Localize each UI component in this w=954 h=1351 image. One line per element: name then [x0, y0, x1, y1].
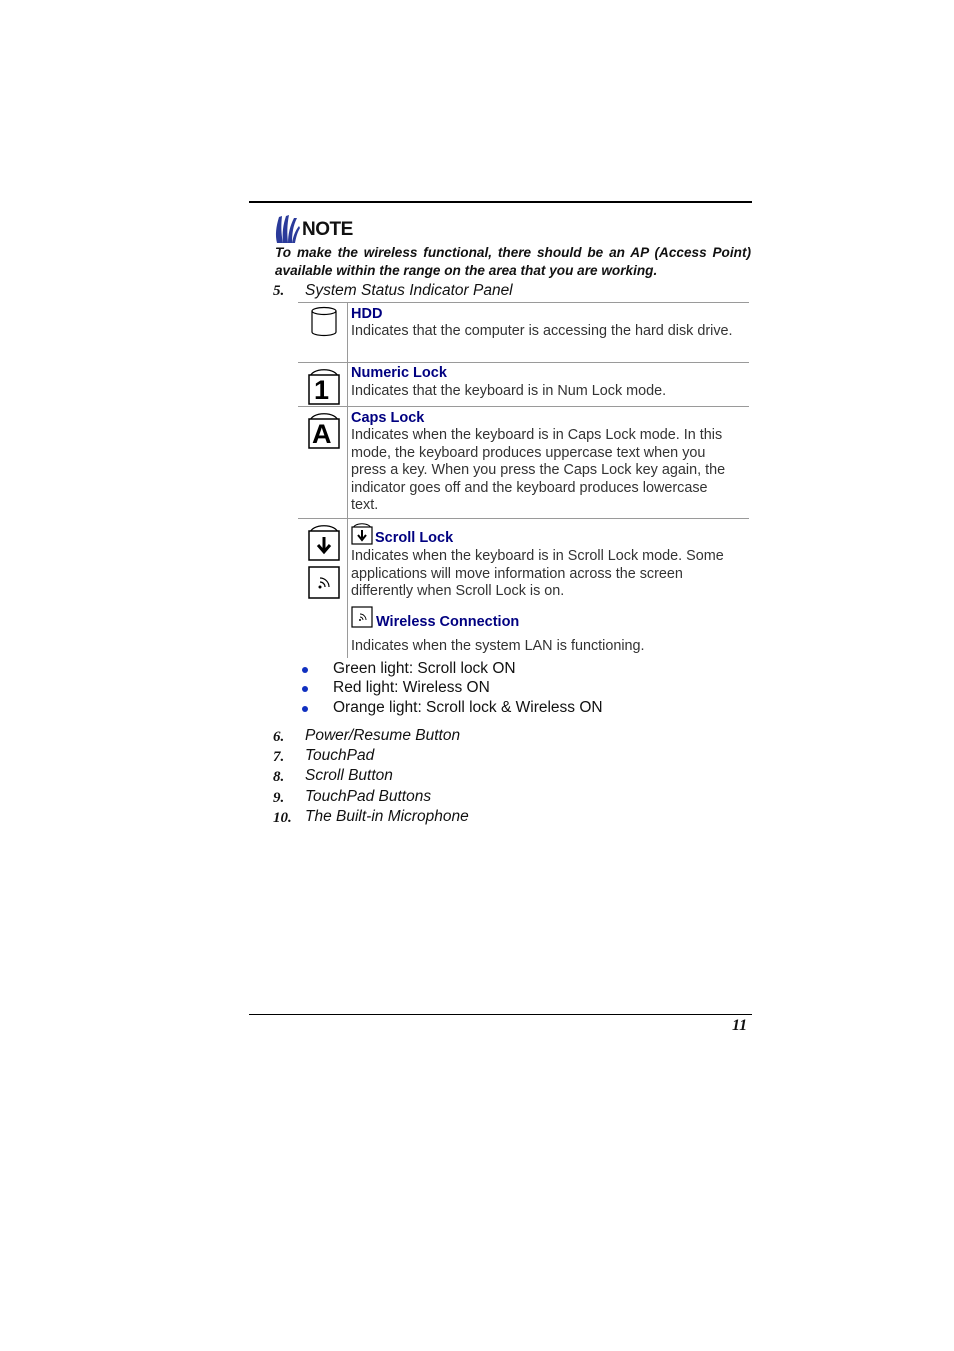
- item-number: 6.: [273, 729, 285, 745]
- item-text: TouchPad Buttons: [305, 788, 432, 805]
- note-text: To make the wireless functional, there should be an AP (Access Point) available within the range on the area that you are working.: [275, 245, 751, 278]
- numlock-title: Numeric Lock: [351, 365, 447, 381]
- item-number: 8.: [273, 769, 285, 785]
- numlock-desc: Indicates that the keyboard is in Num Lock mode.: [351, 383, 667, 399]
- scrolllock-small-icon: [351, 521, 373, 550]
- numlock-icon-glyph: 1: [314, 375, 330, 405]
- item-text: Scroll Button: [305, 767, 393, 784]
- item-text: Power/Resume Button: [305, 727, 461, 744]
- table-line: [298, 362, 749, 363]
- bullet-icon: [302, 667, 308, 673]
- table-divider: [347, 302, 348, 658]
- bottom-rule: [249, 1014, 752, 1015]
- page-number: 11: [732, 1017, 748, 1034]
- item-number: 5.: [273, 283, 285, 299]
- item-number: 10.: [273, 810, 292, 826]
- item-number: 7.: [273, 749, 285, 765]
- item-text: The Built-in Microphone: [305, 808, 469, 825]
- item-number: 9.: [273, 790, 285, 806]
- table-line: [298, 518, 749, 519]
- hdd-title: HDD: [351, 306, 383, 322]
- wireless-desc: Indicates when the system LAN is functioning.: [351, 638, 645, 654]
- bullet-item: Green light: Scroll lock ON: [333, 660, 516, 677]
- note-title: NOTE: [302, 219, 353, 240]
- item-text: TouchPad: [305, 747, 375, 764]
- item-text: System Status Indicator Panel: [305, 282, 513, 299]
- wireless-small-icon: [351, 606, 373, 633]
- bullet-icon: [302, 706, 308, 712]
- note-hand-icon: [273, 213, 301, 245]
- scrolllock-title: Scroll Lock: [375, 530, 454, 546]
- wireless-icon: [307, 565, 341, 606]
- capslock-icon-glyph: A: [312, 419, 332, 449]
- table-line: [298, 302, 749, 303]
- scrolllock-desc: Indicates when the keyboard is in Scroll Lock mode. Some applications will move information across the screen differently when Scroll Lock is on.: [351, 548, 724, 600]
- top-rule: [249, 201, 752, 203]
- capslock-desc: Indicates when the keyboard is in Caps Lock mode. In this mode, the keyboard produces uppercase text when you press a key. When you press the Caps Lock key again, the indicator goes off and the keyboard produces lowercase text.: [351, 427, 726, 514]
- bullet-item: Red light: Wireless ON: [333, 679, 490, 696]
- hdd-desc: Indicates that the computer is accessing the hard disk drive.: [351, 323, 733, 339]
- bullet-icon: [302, 686, 308, 692]
- table-line: [298, 406, 749, 407]
- scrolllock-icon: [307, 520, 341, 567]
- capslock-title: Caps Lock: [351, 410, 425, 426]
- hdd-icon: [310, 306, 338, 343]
- wireless-title: Wireless Connection: [376, 614, 520, 630]
- bullet-item: Orange light: Scroll lock & Wireless ON: [333, 699, 603, 716]
